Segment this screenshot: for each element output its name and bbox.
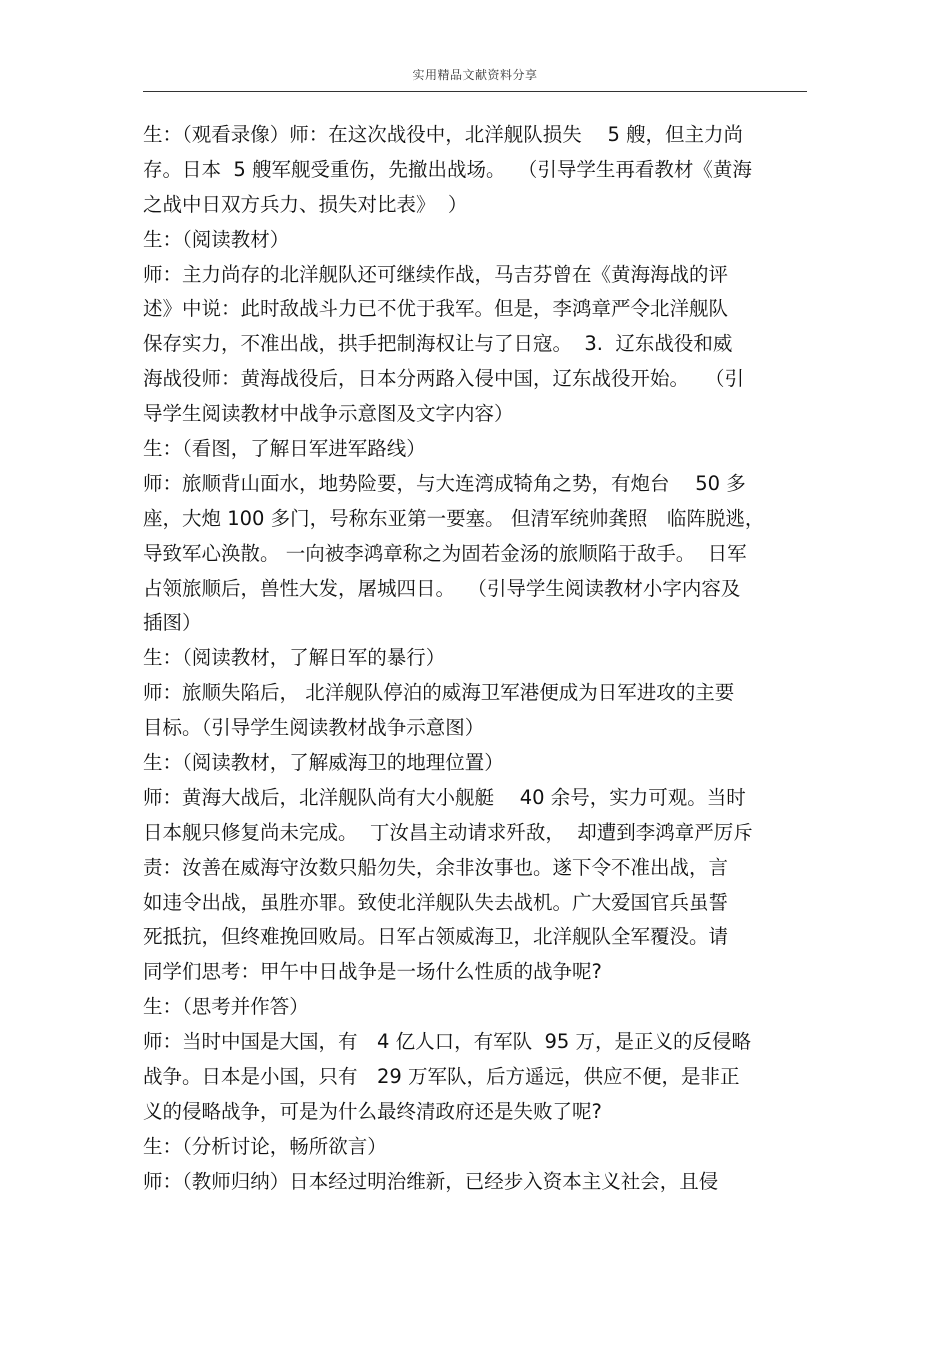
text-line: 师：旅顺失陷后， 北洋舰队停泊的威海卫军港便成为日军进攻的主要 xyxy=(143,681,735,705)
text-line: 导致军心涣散。 一向被李鸿章称之为固若金汤的旅顺陷于敌手。 日军 xyxy=(143,541,747,565)
text-line: 师：（教师归纳）日本经过明治维新，已经步入资本主义社会，且侵 xyxy=(143,1169,719,1193)
text-line: 生：（观看录像）师：在这次战役中，北洋舰队损失 5 艘，但主力尚 xyxy=(143,123,744,146)
text-line: 生：（阅读教材，了解日军的暴行） xyxy=(143,646,446,670)
text-line: 战争。日本是小国，只有 29 万军队，后方遥远，供应不便，是非正 xyxy=(143,1065,740,1089)
text-line: 生：（阅读教材） xyxy=(143,227,290,251)
text-line: 座，大炮 100 多门，号称东亚第一要塞。 但清军统帅龚照 临阵脱逃， xyxy=(143,506,765,530)
text-line: 责：汝善在威海守汝数只船勿失，余非汝事也。遂下令不准出战，言 xyxy=(143,855,729,879)
text-line: 目标。（引导学生阅读教材战争示意图） xyxy=(143,716,485,740)
text-line: 师：旅顺背山面水，地势险要，与大连湾成犄角之势，有炮台 50 多 xyxy=(143,471,746,495)
text-line: 生：（阅读教材，了解威海卫的地理位置） xyxy=(143,751,504,775)
text-line: 死抵抗，但终难挽回败局。日军占领威海卫，北洋舰队全军覆没。请 xyxy=(143,925,729,949)
text-line: 述》中说：此时敌战斗力已不优于我军。但是，李鸿章严令北洋舰队 xyxy=(143,297,729,321)
text-line: 插图） xyxy=(143,611,202,635)
text-line: 海战役师：黄海战役后，日本分两路入侵中国，辽东战役开始。 （引 xyxy=(143,367,744,391)
text-line: 存。日本 5 艘军舰受重伤，先撤出战场。 （引导学生再看教材《黄海 xyxy=(143,157,752,181)
text-line: 占领旅顺后，兽性大发，屠城四日。 （引导学生阅读教材小字内容及 xyxy=(143,576,741,600)
text-line: 生：（思考并作答） xyxy=(143,995,309,1019)
text-line: 师：主力尚存的北洋舰队还可继续作战，马吉芬曾在《黄海海战的评 xyxy=(143,262,729,286)
header-divider xyxy=(143,91,807,92)
text-line: 义的侵略战争，可是为什么最终清政府还是失败了呢? xyxy=(143,1099,602,1123)
text-line: 如违令出战，虽胜亦罪。致使北洋舰队失去战机。广大爱国官兵虽誓 xyxy=(143,890,729,914)
page-header: 实用精品文献资料分享 xyxy=(412,68,538,82)
text-line: 生：（分析讨论，畅所欲言） xyxy=(143,1134,387,1158)
text-line: 同学们思考：甲午中日战争是一场什么性质的战争呢? xyxy=(143,960,602,984)
text-line: 生：（看图，了解日军进军路线） xyxy=(143,437,426,461)
text-line: 保存实力，不准出战，拱手把制海权让与了日寇。 3. 辽东战役和威 xyxy=(143,332,733,356)
document-body xyxy=(143,118,807,1200)
text-line: 导学生阅读教材中战争示意图及文字内容） xyxy=(143,402,514,426)
text-line: 日本舰只修复尚未完成。 丁汝昌主动请求歼敌， 却遭到李鸿章严厉斥 xyxy=(143,820,753,844)
text-line: 之战中日双方兵力、损失对比表》 ） xyxy=(143,192,468,216)
text-line: 师：黄海大战后，北洋舰队尚有大小舰艇 40 余号，实力可观。当时 xyxy=(143,785,746,809)
text-line: 师：当时中国是大国，有 4 亿人口，有军队 95 万，是正义的反侵略 xyxy=(143,1030,752,1054)
